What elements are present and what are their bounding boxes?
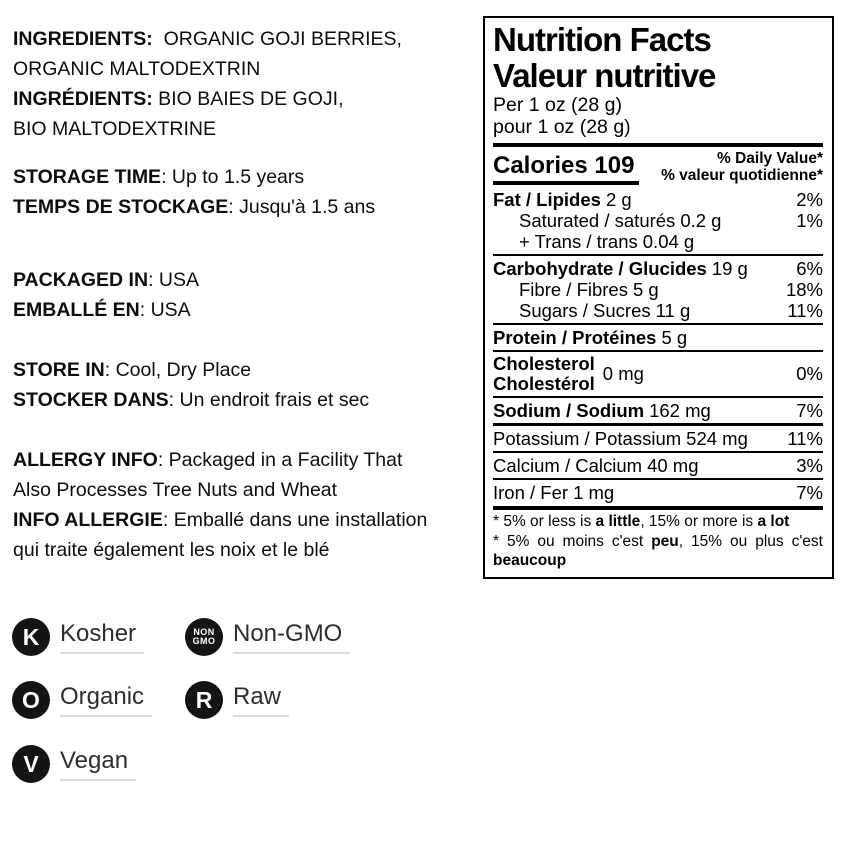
serving-size-en: Per 1 oz (28 g) bbox=[493, 94, 622, 116]
divider bbox=[493, 254, 823, 256]
nutrition-row-cholesterol: Cholesterol Cholestérol 0 mg 0% bbox=[493, 353, 823, 394]
nutrition-title-fr: Valeur nutritive bbox=[493, 57, 716, 94]
badge-raw bbox=[185, 681, 289, 719]
ingredients-line-fr-1: INGRÉDIENTS: BIO BAIES DE GOJI, bbox=[13, 88, 344, 110]
divider-medium bbox=[493, 423, 823, 426]
nutrition-title-en: Nutrition Facts bbox=[493, 21, 711, 58]
divider bbox=[493, 323, 823, 325]
divider-thick bbox=[493, 506, 823, 510]
footnote-en: * 5% or less is a little, 15% or more is a lot bbox=[493, 513, 790, 530]
nutrition-row-iron: Iron / Fer 1 mg 7% bbox=[493, 482, 823, 503]
nutrition-row-fibre: Fibre / Fibres 5 g 18% bbox=[519, 279, 823, 300]
badge-kosher bbox=[12, 618, 144, 656]
nutrition-row-fat: Fat / Lipides 2 g 2% bbox=[493, 189, 823, 210]
storage-time-line-en: STORAGE TIME: Up to 1.5 years bbox=[13, 166, 305, 188]
calories-value: Calories 109 bbox=[493, 153, 639, 185]
badge-organic bbox=[12, 681, 152, 719]
vegan-label: Vegan bbox=[60, 747, 129, 774]
packaged-in-line-fr: EMBALLÉ EN: USA bbox=[13, 299, 191, 321]
ingredients-line-en-2: ORGANIC MALTODEXTRIN bbox=[13, 58, 261, 80]
ingredients-line-en-1: INGREDIENTS: ORGANIC GOJI BERRIES, bbox=[13, 28, 402, 50]
nutrition-facts-panel bbox=[483, 16, 834, 579]
nutrition-row-calcium: Calcium / Calcium 40 mg 3% bbox=[493, 455, 823, 476]
kosher-label: Kosher bbox=[60, 620, 137, 647]
vegan-icon: V bbox=[12, 745, 50, 783]
divider bbox=[493, 478, 823, 480]
nutrition-row-carbohydrate: Carbohydrate / Glucides 19 g 6% bbox=[493, 258, 823, 279]
nutrition-row-trans: + Trans / trans 0.04 g bbox=[519, 231, 695, 252]
allergy-info-line-2: Also Processes Tree Nuts and Wheat bbox=[13, 479, 338, 501]
storage-time-line-fr: TEMPS DE STOCKAGE: Jusqu'à 1.5 ans bbox=[13, 196, 376, 218]
divider-thick bbox=[493, 143, 823, 147]
allergy-info-line-3: INFO ALLERGIE: Emballé dans une installation bbox=[13, 509, 428, 531]
organic-icon: O bbox=[12, 681, 50, 719]
footnote-fr: * 5% ou moins c'est peu, 15% ou plus c'est beaucoup bbox=[493, 533, 823, 569]
nutrition-row-sugars: Sugars / Sucres 11 g 11% bbox=[519, 300, 823, 321]
non-gmo-label: Non-GMO bbox=[233, 620, 343, 647]
product-info-column bbox=[13, 24, 481, 565]
nutrition-row-protein: Protein / Protéines 5 g bbox=[493, 327, 688, 348]
nutrition-row-potassium: Potassium / Potassium 524 mg 11% bbox=[493, 428, 823, 449]
allergy-info-line-1: ALLERGY INFO: Packaged in a Facility That bbox=[13, 449, 403, 471]
ingredients-line-fr-2: BIO MALTODEXTRINE bbox=[13, 118, 216, 140]
divider bbox=[493, 451, 823, 453]
kosher-icon: K bbox=[12, 618, 50, 656]
badge-non-gmo bbox=[185, 618, 350, 656]
divider bbox=[493, 350, 823, 352]
raw-label: Raw bbox=[233, 683, 282, 710]
badge-vegan bbox=[12, 745, 136, 783]
divider bbox=[493, 396, 823, 398]
raw-icon: R bbox=[185, 681, 223, 719]
allergy-info-line-4: qui traite également les noix et le blé bbox=[13, 539, 330, 561]
store-in-line-en: STORE IN: Cool, Dry Place bbox=[13, 359, 252, 381]
non-gmo-icon: NON GMO bbox=[185, 618, 223, 656]
packaged-in-line-en: PACKAGED IN: USA bbox=[13, 269, 199, 291]
daily-value-header: % Daily Value* % valeur quotidienne* bbox=[661, 150, 823, 184]
nutrition-row-sodium: Sodium / Sodium 162 mg 7% bbox=[493, 400, 823, 421]
nutrition-row-saturated: Saturated / saturés 0.2 g 1% bbox=[519, 210, 823, 231]
organic-label: Organic bbox=[60, 683, 145, 710]
serving-size-fr: pour 1 oz (28 g) bbox=[493, 116, 631, 138]
calories-row bbox=[493, 150, 823, 185]
store-in-line-fr: STOCKER DANS: Un endroit frais et sec bbox=[13, 389, 370, 411]
